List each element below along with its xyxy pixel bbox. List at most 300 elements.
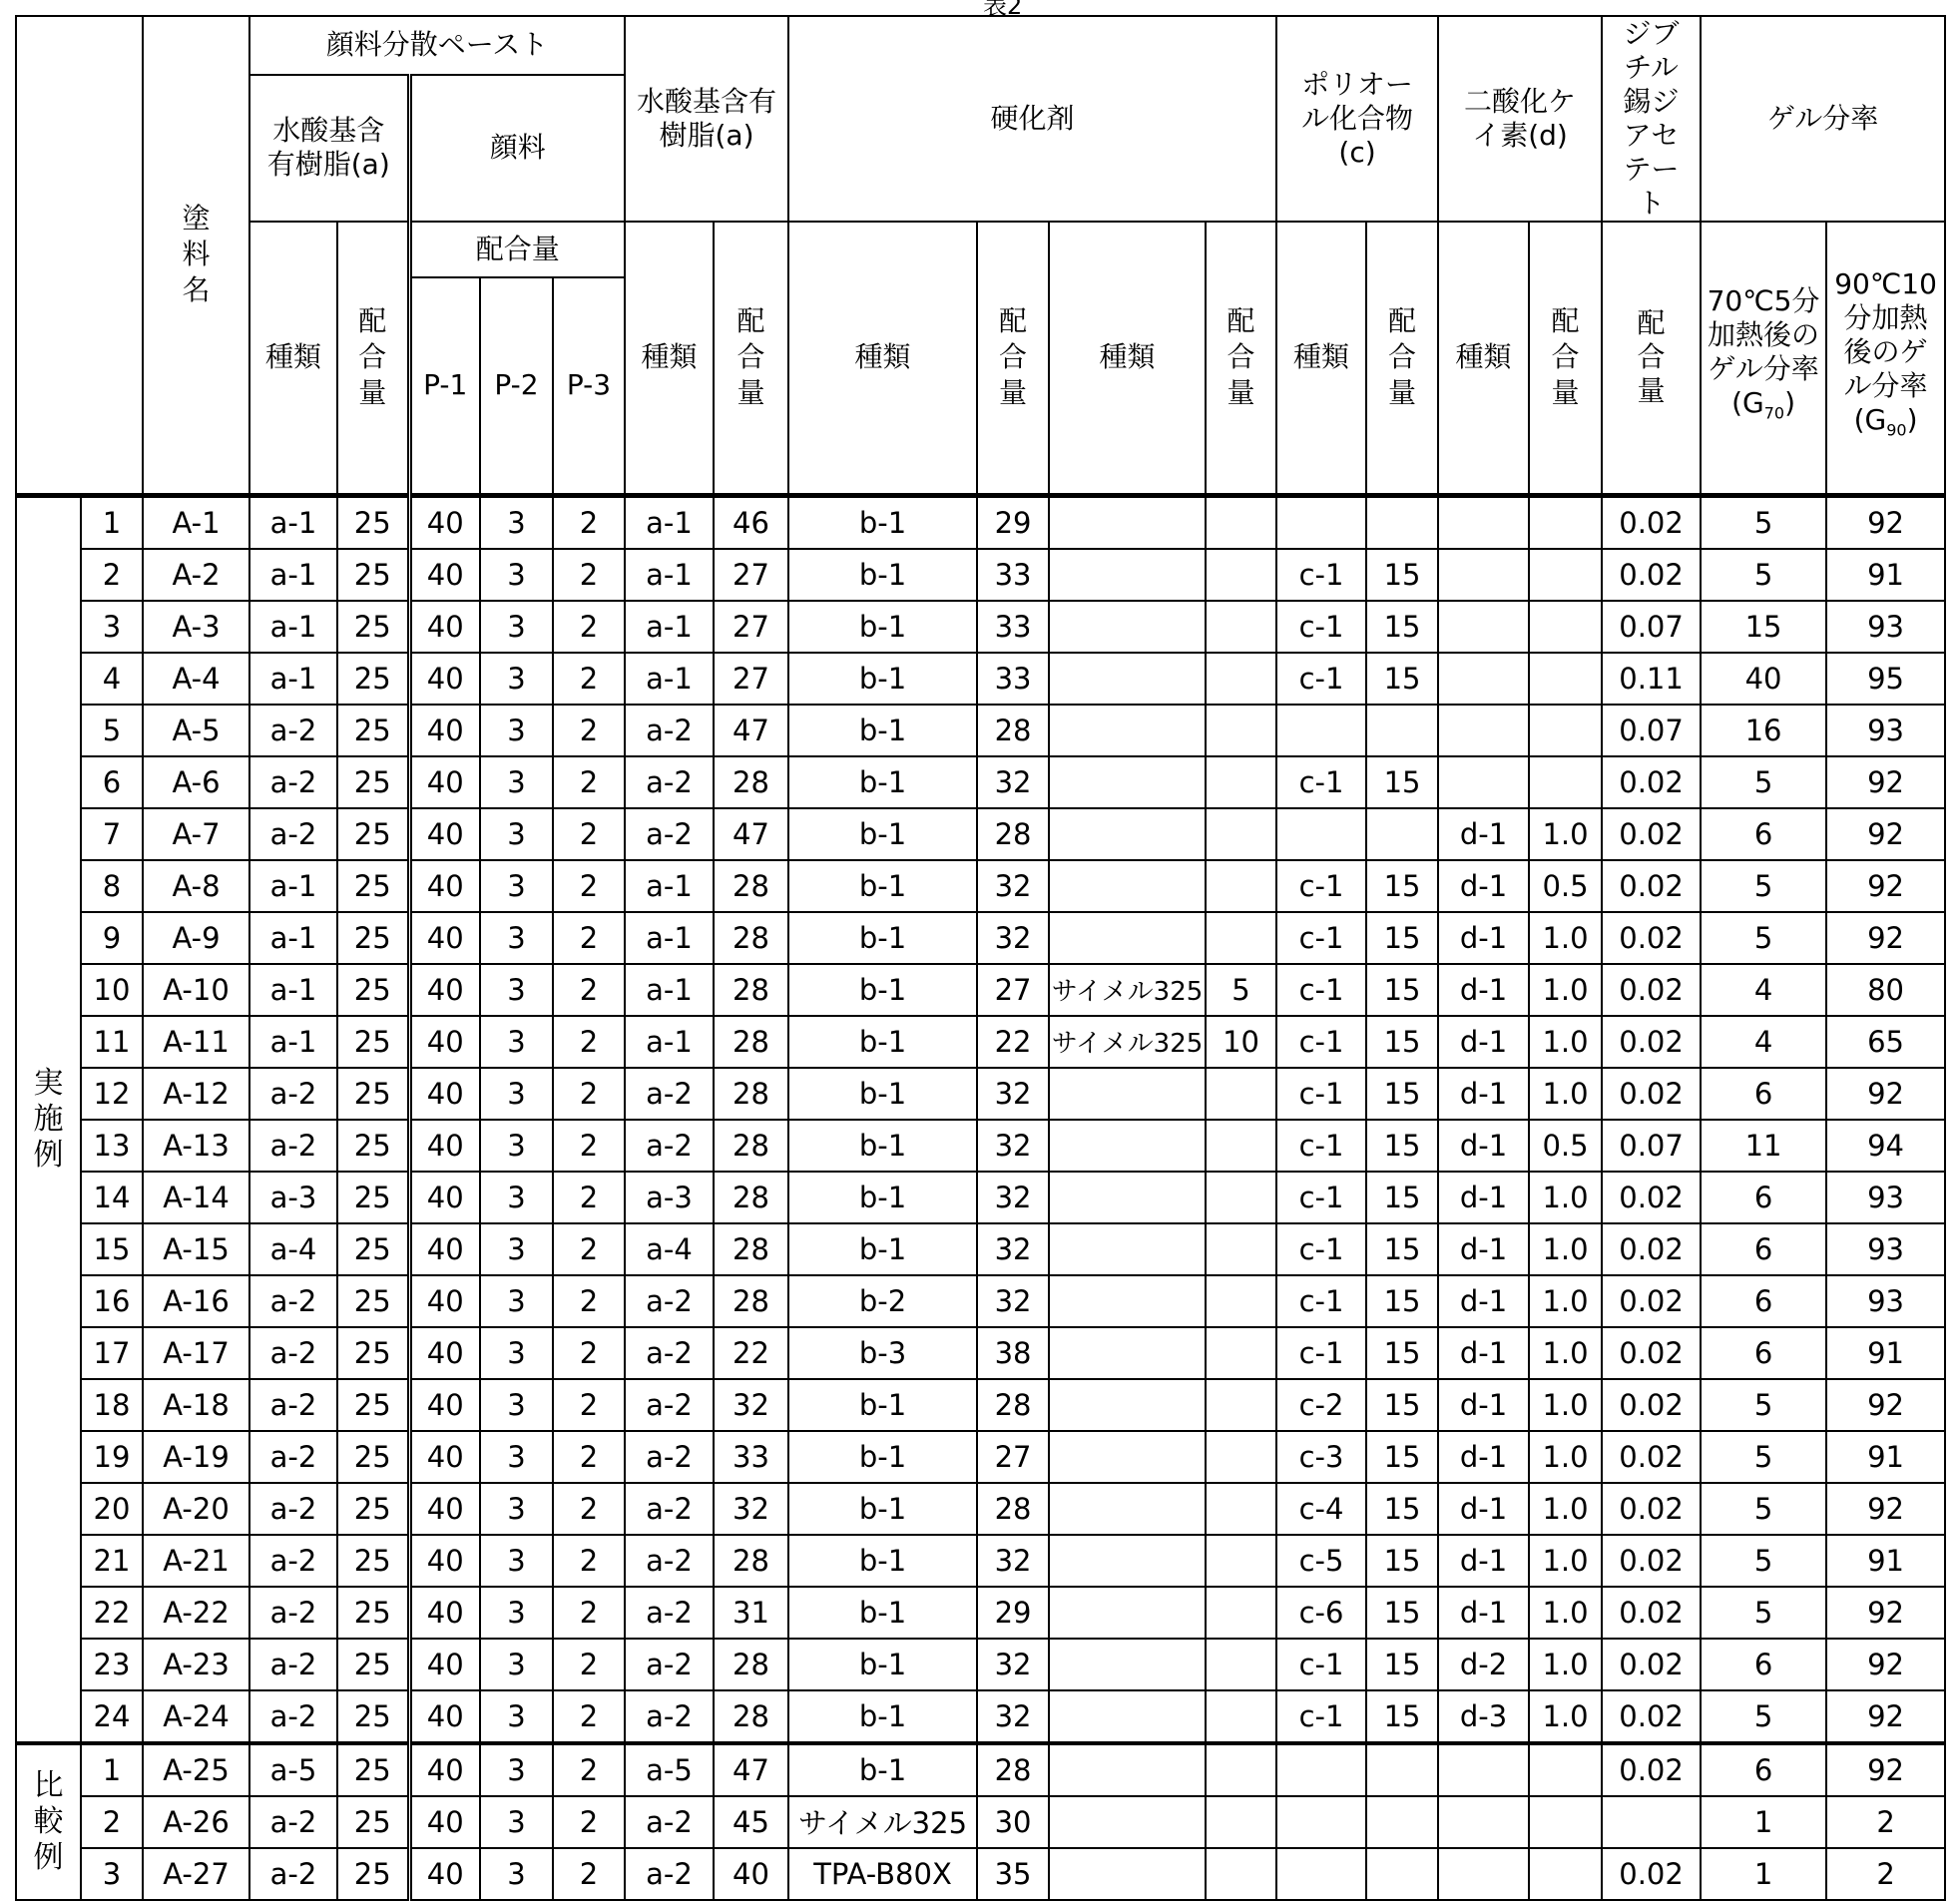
table-row: [16, 1639, 1945, 1690]
polyol-type: c-5: [1276, 1535, 1366, 1587]
resin-type: a-2: [625, 1796, 714, 1848]
polyol-amount: 15: [1366, 1639, 1438, 1690]
gel-g70: 6: [1701, 1275, 1826, 1327]
silica-amount: [1529, 705, 1602, 756]
gel-g90: 93: [1826, 1172, 1945, 1223]
polyol-type: c-1: [1276, 756, 1366, 808]
header-pigment-paste: 顔料分散ペースト: [249, 16, 625, 75]
paste-resin-type: a-2: [249, 1690, 337, 1743]
curing-agent-amount: 33: [977, 601, 1049, 653]
gel-g70: 6: [1701, 1068, 1826, 1120]
paste-resin-amount: 25: [337, 1587, 409, 1639]
header-silica: 二酸化ケイ素(d): [1438, 16, 1602, 222]
pigment-p1: 40: [409, 1743, 480, 1796]
gel-g70: 5: [1701, 549, 1826, 601]
silica-amount: 1.0: [1529, 1327, 1602, 1379]
table-row: [16, 1535, 1945, 1587]
curing-agent-type: b-1: [788, 1483, 977, 1535]
paste-resin-type: a-2: [249, 1068, 337, 1120]
tin-amount: 0.11: [1602, 653, 1701, 705]
resin-amount: 22: [714, 1327, 788, 1379]
pigment-p1: 40: [409, 912, 480, 964]
row-number: 15: [81, 1223, 143, 1275]
paste-resin-type: a-4: [249, 1223, 337, 1275]
paste-resin-amount: 25: [337, 1379, 409, 1431]
gel-g70: 6: [1701, 808, 1826, 860]
curing-agent2-type: [1049, 808, 1206, 860]
paste-resin-type: a-2: [249, 1639, 337, 1690]
gel-g90: 93: [1826, 601, 1945, 653]
resin-amount: 47: [714, 705, 788, 756]
pigment-p2: 3: [480, 1848, 553, 1900]
pigment-p3: 2: [553, 1223, 625, 1275]
curing-agent2-amount: [1206, 1587, 1276, 1639]
gel-g90: 93: [1826, 1223, 1945, 1275]
curing-agent-amount: 38: [977, 1327, 1049, 1379]
gel-g70: 5: [1701, 756, 1826, 808]
pigment-p3: 2: [553, 1690, 625, 1743]
pigment-p3: 2: [553, 1639, 625, 1690]
table-row: [16, 808, 1945, 860]
paste-resin-amount: 25: [337, 964, 409, 1016]
silica-amount: 1.0: [1529, 808, 1602, 860]
header-amount: 配合量: [337, 222, 409, 495]
curing-agent2-type: サイメル325: [1049, 1016, 1206, 1068]
silica-amount: [1529, 1848, 1602, 1900]
polyol-type: c-2: [1276, 1379, 1366, 1431]
paint-name: A-12: [143, 1068, 249, 1120]
polyol-amount: 15: [1366, 964, 1438, 1016]
paint-name: A-22: [143, 1587, 249, 1639]
gel-g90: 91: [1826, 1327, 1945, 1379]
curing-agent2-type: [1049, 705, 1206, 756]
resin-type: a-2: [625, 1431, 714, 1483]
paste-resin-type: a-2: [249, 705, 337, 756]
silica-type: [1438, 653, 1529, 705]
curing-agent2-amount: 5: [1206, 964, 1276, 1016]
row-number: 23: [81, 1639, 143, 1690]
curing-agent2-amount: [1206, 549, 1276, 601]
paste-resin-type: a-1: [249, 912, 337, 964]
resin-type: a-1: [625, 601, 714, 653]
pigment-p3: 2: [553, 1275, 625, 1327]
gel-g90: 91: [1826, 1431, 1945, 1483]
paste-resin-type: a-2: [249, 1796, 337, 1848]
resin-type: a-2: [625, 705, 714, 756]
polyol-type: c-1: [1276, 601, 1366, 653]
curing-agent2-amount: [1206, 1690, 1276, 1743]
header-amount: 配合量: [977, 222, 1049, 495]
pigment-p1: 40: [409, 964, 480, 1016]
resin-amount: 28: [714, 1690, 788, 1743]
polyol-type: [1276, 705, 1366, 756]
polyol-amount: 15: [1366, 653, 1438, 705]
paste-resin-amount: 25: [337, 1743, 409, 1796]
tin-amount: 0.02: [1602, 549, 1701, 601]
pigment-p3: 2: [553, 1120, 625, 1172]
header-paste-resin: 水酸基含有樹脂(a): [249, 75, 409, 222]
resin-type: a-2: [625, 1275, 714, 1327]
curing-agent2-type: [1049, 1431, 1206, 1483]
silica-amount: 1.0: [1529, 1431, 1602, 1483]
pigment-p3: 2: [553, 653, 625, 705]
pigment-p3: 2: [553, 1379, 625, 1431]
curing-agent-amount: 32: [977, 1690, 1049, 1743]
resin-amount: 33: [714, 1431, 788, 1483]
paste-resin-amount: 25: [337, 1275, 409, 1327]
table-row: [16, 1275, 1945, 1327]
resin-type: a-2: [625, 808, 714, 860]
curing-agent2-type: [1049, 1535, 1206, 1587]
pigment-p1: 40: [409, 1120, 480, 1172]
paint-name: A-7: [143, 808, 249, 860]
curing-agent-amount: 29: [977, 1587, 1049, 1639]
resin-type: a-2: [625, 1068, 714, 1120]
paste-resin-type: a-2: [249, 808, 337, 860]
silica-amount: 1.0: [1529, 912, 1602, 964]
table-row: [16, 1223, 1945, 1275]
curing-agent2-amount: [1206, 756, 1276, 808]
gel-g90: 80: [1826, 964, 1945, 1016]
polyol-type: c-3: [1276, 1431, 1366, 1483]
resin-type: a-2: [625, 1848, 714, 1900]
pigment-p2: 3: [480, 705, 553, 756]
row-number: 7: [81, 808, 143, 860]
pigment-p3: 2: [553, 1587, 625, 1639]
polyol-amount: 15: [1366, 1535, 1438, 1587]
paint-name: A-19: [143, 1431, 249, 1483]
curing-agent-amount: 28: [977, 705, 1049, 756]
polyol-type: c-1: [1276, 653, 1366, 705]
pigment-p2: 3: [480, 1796, 553, 1848]
paste-resin-type: a-2: [249, 1275, 337, 1327]
curing-agent-type: TPA-B80X: [788, 1848, 977, 1900]
curing-agent-amount: 27: [977, 1431, 1049, 1483]
pigment-p2: 3: [480, 1172, 553, 1223]
pigment-p2: 3: [480, 1483, 553, 1535]
resin-amount: 28: [714, 756, 788, 808]
curing-agent-type: b-1: [788, 1120, 977, 1172]
silica-type: [1438, 495, 1529, 549]
gel-g70: 5: [1701, 1690, 1826, 1743]
silica-amount: 1.0: [1529, 1483, 1602, 1535]
polyol-amount: 15: [1366, 549, 1438, 601]
curing-agent-amount: 32: [977, 1535, 1049, 1587]
tin-amount: 0.02: [1602, 1483, 1701, 1535]
table-row: [16, 756, 1945, 808]
pigment-p1: 40: [409, 1796, 480, 1848]
paste-resin-type: a-2: [249, 1848, 337, 1900]
curing-agent2-type: [1049, 1223, 1206, 1275]
curing-agent-type: b-1: [788, 860, 977, 912]
header-amount: 配合量: [1366, 222, 1438, 495]
row-number: 9: [81, 912, 143, 964]
paste-resin-type: a-2: [249, 1535, 337, 1587]
tin-amount: 0.02: [1602, 495, 1701, 549]
tin-amount: 0.02: [1602, 1379, 1701, 1431]
table-row: [16, 601, 1945, 653]
silica-amount: [1529, 653, 1602, 705]
polyol-type: c-1: [1276, 1275, 1366, 1327]
curing-agent2-amount: [1206, 1379, 1276, 1431]
curing-agent2-amount: [1206, 1327, 1276, 1379]
tin-amount: 0.02: [1602, 756, 1701, 808]
curing-agent-type: b-1: [788, 1535, 977, 1587]
gel-g70: 5: [1701, 1587, 1826, 1639]
curing-agent-amount: 28: [977, 1743, 1049, 1796]
silica-type: d-1: [1438, 1483, 1529, 1535]
resin-type: a-2: [625, 1120, 714, 1172]
gel-g90: 92: [1826, 860, 1945, 912]
curing-agent2-type: [1049, 549, 1206, 601]
table-row: [16, 860, 1945, 912]
polyol-type: c-1: [1276, 1068, 1366, 1120]
resin-type: a-1: [625, 549, 714, 601]
pigment-p2: 3: [480, 1068, 553, 1120]
curing-agent2-type: [1049, 1172, 1206, 1223]
pigment-p2: 3: [480, 1379, 553, 1431]
silica-type: d-1: [1438, 964, 1529, 1016]
paste-resin-type: a-2: [249, 1483, 337, 1535]
pigment-p1: 40: [409, 653, 480, 705]
silica-amount: 1.0: [1529, 1690, 1602, 1743]
pigment-p3: 2: [553, 1431, 625, 1483]
resin-type: a-2: [625, 1327, 714, 1379]
polyol-type: [1276, 1796, 1366, 1848]
curing-agent-amount: 32: [977, 1120, 1049, 1172]
silica-amount: 1.0: [1529, 1068, 1602, 1120]
pigment-p2: 3: [480, 1120, 553, 1172]
resin-amount: 28: [714, 1535, 788, 1587]
header-p2: P-2: [480, 277, 553, 495]
paste-resin-amount: 25: [337, 1848, 409, 1900]
pigment-p2: 3: [480, 1223, 553, 1275]
pigment-p3: 2: [553, 756, 625, 808]
polyol-amount: 15: [1366, 1275, 1438, 1327]
paste-resin-amount: 25: [337, 1327, 409, 1379]
paste-resin-type: a-5: [249, 1743, 337, 1796]
row-number: 1: [81, 495, 143, 549]
curing-agent-amount: 32: [977, 1172, 1049, 1223]
silica-amount: [1529, 1743, 1602, 1796]
silica-type: [1438, 756, 1529, 808]
curing-agent-type: b-1: [788, 1223, 977, 1275]
pigment-p2: 3: [480, 1587, 553, 1639]
curing-agent-amount: 33: [977, 549, 1049, 601]
silica-amount: 0.5: [1529, 860, 1602, 912]
table-row: [16, 549, 1945, 601]
resin-amount: 28: [714, 1639, 788, 1690]
curing-agent2-type: [1049, 495, 1206, 549]
table-row: [16, 653, 1945, 705]
polyol-amount: [1366, 1743, 1438, 1796]
polyol-type: c-1: [1276, 1690, 1366, 1743]
paste-resin-amount: 25: [337, 912, 409, 964]
paint-name: A-5: [143, 705, 249, 756]
formulation-table: [15, 15, 1946, 1901]
paint-name: A-14: [143, 1172, 249, 1223]
curing-agent-amount: 29: [977, 495, 1049, 549]
pigment-p1: 40: [409, 1275, 480, 1327]
polyol-type: c-1: [1276, 1172, 1366, 1223]
header-paint-name: 塗料名: [143, 16, 249, 495]
curing-agent-type: b-3: [788, 1327, 977, 1379]
resin-type: a-3: [625, 1172, 714, 1223]
curing-agent-type: b-1: [788, 756, 977, 808]
pigment-p2: 3: [480, 964, 553, 1016]
silica-type: [1438, 601, 1529, 653]
polyol-type: c-1: [1276, 860, 1366, 912]
paste-resin-type: a-3: [249, 1172, 337, 1223]
curing-agent-type: サイメル325: [788, 1796, 977, 1848]
silica-amount: [1529, 601, 1602, 653]
paste-resin-amount: 25: [337, 1431, 409, 1483]
row-number: 14: [81, 1172, 143, 1223]
curing-agent2-type: [1049, 1275, 1206, 1327]
gel-g90: 93: [1826, 1275, 1945, 1327]
header-pigment-amount: 配合量: [409, 222, 625, 277]
row-number: 13: [81, 1120, 143, 1172]
resin-amount: 28: [714, 1223, 788, 1275]
tin-amount: 0.02: [1602, 1068, 1701, 1120]
tin-amount: 0.02: [1602, 1535, 1701, 1587]
gel-g70: 5: [1701, 1379, 1826, 1431]
header-type: 種類: [788, 222, 977, 495]
resin-amount: 28: [714, 860, 788, 912]
tin-amount: 0.02: [1602, 860, 1701, 912]
curing-agent2-amount: [1206, 1848, 1276, 1900]
pigment-p3: 2: [553, 601, 625, 653]
polyol-type: c-1: [1276, 1016, 1366, 1068]
header-g90: 90℃10分加熱後のゲル分率 (G90): [1826, 222, 1945, 495]
gel-g90: 92: [1826, 1690, 1945, 1743]
resin-type: a-2: [625, 1535, 714, 1587]
curing-agent2-amount: [1206, 1068, 1276, 1120]
polyol-amount: 15: [1366, 1068, 1438, 1120]
table-row: [16, 1587, 1945, 1639]
resin-type: a-5: [625, 1743, 714, 1796]
resin-type: a-4: [625, 1223, 714, 1275]
silica-amount: 1.0: [1529, 1639, 1602, 1690]
curing-agent-amount: 32: [977, 912, 1049, 964]
curing-agent2-type: [1049, 601, 1206, 653]
pigment-p2: 3: [480, 1690, 553, 1743]
curing-agent-type: b-1: [788, 495, 977, 549]
pigment-p1: 40: [409, 1639, 480, 1690]
paint-name: A-6: [143, 756, 249, 808]
resin-amount: 27: [714, 549, 788, 601]
silica-amount: [1529, 756, 1602, 808]
resin-amount: 28: [714, 1172, 788, 1223]
resin-type: a-1: [625, 495, 714, 549]
table-row: [16, 1431, 1945, 1483]
resin-amount: 46: [714, 495, 788, 549]
silica-amount: 1.0: [1529, 1275, 1602, 1327]
resin-type: a-1: [625, 653, 714, 705]
pigment-p1: 40: [409, 1172, 480, 1223]
pigment-p3: 2: [553, 549, 625, 601]
polyol-amount: 15: [1366, 1690, 1438, 1743]
polyol-type: c-1: [1276, 912, 1366, 964]
resin-amount: 47: [714, 1743, 788, 1796]
curing-agent-type: b-1: [788, 912, 977, 964]
curing-agent2-type: [1049, 860, 1206, 912]
pigment-p1: 40: [409, 1483, 480, 1535]
gel-g70: 6: [1701, 1223, 1826, 1275]
paint-name: A-3: [143, 601, 249, 653]
silica-type: [1438, 549, 1529, 601]
table-row: [16, 964, 1945, 1016]
curing-agent2-amount: [1206, 1639, 1276, 1690]
pigment-p2: 3: [480, 1016, 553, 1068]
polyol-amount: [1366, 495, 1438, 549]
pigment-p1: 40: [409, 1690, 480, 1743]
paint-name: A-27: [143, 1848, 249, 1900]
pigment-p3: 2: [553, 860, 625, 912]
silica-amount: 1.0: [1529, 1016, 1602, 1068]
gel-g70: 15: [1701, 601, 1826, 653]
pigment-p2: 3: [480, 912, 553, 964]
paste-resin-amount: 25: [337, 1690, 409, 1743]
paste-resin-type: a-1: [249, 495, 337, 549]
resin-amount: 28: [714, 912, 788, 964]
paste-resin-type: a-1: [249, 860, 337, 912]
pigment-p1: 40: [409, 808, 480, 860]
curing-agent-type: b-1: [788, 1379, 977, 1431]
pigment-p1: 40: [409, 1016, 480, 1068]
resin-amount: 32: [714, 1379, 788, 1431]
polyol-type: [1276, 1848, 1366, 1900]
silica-type: d-1: [1438, 1068, 1529, 1120]
pigment-p2: 3: [480, 601, 553, 653]
gel-g90: 92: [1826, 1639, 1945, 1690]
paint-name: A-26: [143, 1796, 249, 1848]
gel-g90: 92: [1826, 1483, 1945, 1535]
tin-amount: 0.07: [1602, 601, 1701, 653]
pigment-p1: 40: [409, 1223, 480, 1275]
row-number: 6: [81, 756, 143, 808]
gel-g90: 92: [1826, 495, 1945, 549]
silica-type: d-1: [1438, 1172, 1529, 1223]
curing-agent2-amount: [1206, 1796, 1276, 1848]
curing-agent-type: b-1: [788, 1016, 977, 1068]
gel-g90: 92: [1826, 1587, 1945, 1639]
paint-name: A-1: [143, 495, 249, 549]
silica-amount: 1.0: [1529, 964, 1602, 1016]
silica-amount: 1.0: [1529, 1223, 1602, 1275]
curing-agent2-amount: [1206, 1172, 1276, 1223]
silica-type: d-1: [1438, 1120, 1529, 1172]
gel-g70: 5: [1701, 1535, 1826, 1587]
pigment-p2: 3: [480, 1327, 553, 1379]
paint-name: A-20: [143, 1483, 249, 1535]
tin-amount: 0.02: [1602, 1275, 1701, 1327]
tin-amount: 0.02: [1602, 1639, 1701, 1690]
curing-agent-type: b-1: [788, 1690, 977, 1743]
curing-agent-type: b-1: [788, 601, 977, 653]
curing-agent2-type: [1049, 1639, 1206, 1690]
curing-agent-type: b-1: [788, 964, 977, 1016]
pigment-p3: 2: [553, 1016, 625, 1068]
silica-type: [1438, 705, 1529, 756]
row-number: 1: [81, 1743, 143, 1796]
paste-resin-amount: 25: [337, 1016, 409, 1068]
curing-agent2-amount: [1206, 495, 1276, 549]
pigment-p3: 2: [553, 705, 625, 756]
silica-type: d-1: [1438, 1431, 1529, 1483]
row-number: 5: [81, 705, 143, 756]
curing-agent2-amount: [1206, 1431, 1276, 1483]
